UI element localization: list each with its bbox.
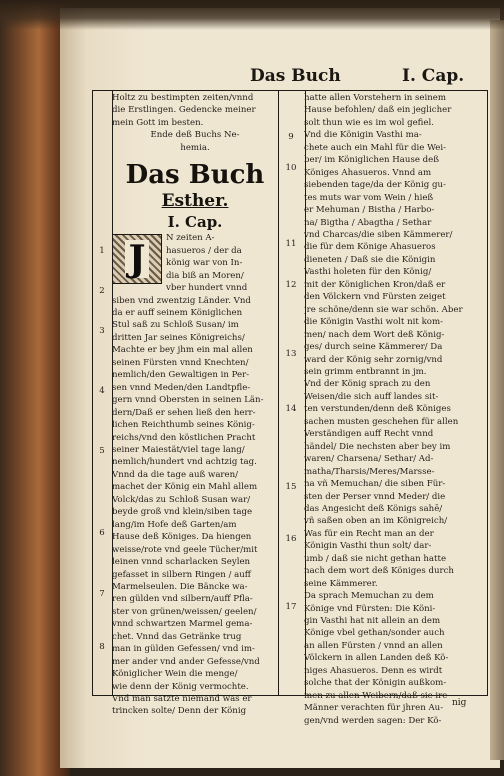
text-line: hasueros / der da bbox=[166, 245, 242, 256]
text-line: seinen Fürsten vnnd Knechten/ bbox=[112, 357, 249, 368]
text-line: Hause deß Königes. Da hiengen bbox=[112, 532, 252, 543]
text-line: gefasset in silbern Ringen / auff bbox=[112, 569, 251, 580]
text-line: lang/im Hofe deß Garten/am bbox=[112, 519, 237, 530]
text-line: nemlich/hundert vnd achtzig tag. bbox=[112, 457, 257, 468]
verse-number: 3 bbox=[99, 326, 105, 336]
text-line: leinen vnnd scharlacken Seylen bbox=[112, 557, 251, 568]
text-line: wie denn der König vermochte. bbox=[112, 681, 249, 692]
text-line: waren/ Charsena/ Sethar/ Ad- bbox=[304, 454, 434, 465]
text-line: siebenden tage/da der König gu- bbox=[304, 180, 446, 191]
text-line: beyde groß vnd klein/siben tage bbox=[112, 507, 253, 518]
text-line: N zeiten A- bbox=[166, 233, 215, 244]
text-line: men/ nach dem Wort deß König- bbox=[304, 329, 445, 340]
running-title: Das Buch bbox=[250, 66, 341, 86]
text-line: machet der König ein Mahl allem bbox=[112, 482, 258, 493]
text-line: ster von grünen/weissen/ geelen/ bbox=[112, 606, 257, 617]
text-line: er Mehuman / Bistha / Harbo- bbox=[304, 205, 435, 216]
text-line: dritten Jar seines Königreichs/ bbox=[112, 332, 245, 343]
text-line: Männer verachten für jhren Au- bbox=[304, 703, 444, 714]
left-column bbox=[112, 92, 278, 718]
text-line: vber hundert vnnd bbox=[166, 283, 248, 294]
text-line: da er auff seinem Königlichen bbox=[112, 307, 243, 318]
text-line: dia biß an Moren/ bbox=[166, 270, 244, 281]
text-line: mer ander vnd ander Gefesse/vnd bbox=[112, 656, 260, 667]
book-subtitle: Esther. bbox=[161, 191, 229, 212]
text-line: ten verstunden/denn deß Königes bbox=[304, 404, 451, 415]
text-line: Da sprach Memuchan zu dem bbox=[304, 591, 434, 602]
text-line: nach dem wort deß Königes durch bbox=[304, 566, 454, 577]
verse-number: 16 bbox=[285, 534, 297, 544]
text-line: an allen Fürsten / vnnd an allen bbox=[304, 640, 443, 651]
text-line: Königin Vasthi thun solt/ dar- bbox=[304, 541, 432, 552]
verse-number: 15 bbox=[285, 482, 297, 492]
book-title: Das Buch bbox=[125, 160, 265, 191]
text-line: weisse/rote vnd geele Tücher/mit bbox=[112, 544, 258, 555]
text-line: gen/vnd werden sagen: Der Kö- bbox=[304, 715, 442, 726]
catchword: nig bbox=[452, 698, 467, 708]
text-line: die Königin Vasthi wolt nit kom- bbox=[304, 317, 444, 328]
text-line: trincken solte/ Denn der König bbox=[112, 706, 247, 717]
text-line: gern vnnd Obersten in seinen Län- bbox=[112, 395, 264, 406]
text-line: Könige vnd Fürsten: Die Köni- bbox=[304, 603, 436, 614]
text-line: solche that der Königin außkom- bbox=[304, 678, 447, 689]
text-line: Marmelseulen. Die Bäncke wa- bbox=[112, 581, 248, 592]
text-line: sachen musten geschehen für allen bbox=[304, 416, 459, 427]
top-shadow bbox=[0, 0, 504, 30]
verse-number: 8 bbox=[99, 642, 105, 652]
verse-number: 11 bbox=[285, 239, 297, 249]
text-line: ren gülden vnd silbern/auff Pfla- bbox=[112, 594, 253, 605]
verse-number: 1 bbox=[99, 246, 105, 256]
text-line: chet. Vnnd das Getränke trug bbox=[112, 631, 242, 642]
right-column bbox=[304, 92, 486, 727]
end-note: hemia. bbox=[180, 142, 210, 153]
text-line: siben vnd zwentzig Länder. Vnd bbox=[112, 295, 251, 306]
text-line: ward der König sehr zornig/vnd bbox=[304, 354, 443, 365]
text-line: Volck/das zu Schloß Susan war/ bbox=[112, 494, 251, 505]
text-line: Vnd die Königin Vasthi ma- bbox=[304, 130, 422, 141]
text-line: seiner Maiestät/viel tage lang/ bbox=[112, 444, 245, 455]
initial-block bbox=[112, 232, 278, 294]
text-line: men zu allen Weibern/daß sie ire bbox=[304, 690, 448, 701]
text-line: chete auch ein Mahl für die Wei- bbox=[304, 142, 446, 153]
text-line: Königes Ahasueros. Vnnd am bbox=[304, 167, 432, 178]
text-line: vnnd schwartzen Marmel gema- bbox=[112, 619, 253, 630]
text-line: Vnnd da die tage auß waren/ bbox=[112, 469, 239, 480]
text-line: mein Gott im besten. bbox=[112, 117, 204, 128]
text-line: vnd Charcas/die siben Kämmerer/ bbox=[304, 229, 453, 240]
verse-number: 4 bbox=[99, 386, 105, 396]
verse-number: 6 bbox=[99, 528, 105, 538]
header-chapter: I. Cap. bbox=[402, 66, 465, 86]
text-line: Vasthi holeten für den König/ bbox=[304, 267, 432, 278]
text-line: sein grimm entbrannt in jm. bbox=[304, 366, 427, 377]
text-line: ges/ durch seine Kämmerer/ Da bbox=[304, 342, 443, 353]
text-line: dieneten / Daß sie die Königin bbox=[304, 254, 436, 265]
text-line: reichs/vnd den köstlichen Pracht bbox=[112, 432, 256, 443]
end-note: Ende deß Buchs Ne- bbox=[150, 130, 240, 141]
text-line: Königlicher Wein die menge/ bbox=[112, 669, 238, 680]
verse-number: 9 bbox=[288, 132, 294, 142]
text-line: nemlich/den Gewaltigen in Per- bbox=[112, 370, 250, 381]
text-line: den Völckern vnd Fürsten zeiget bbox=[304, 292, 446, 303]
text-line: vñ saßen oben an im Königreich/ bbox=[304, 516, 448, 527]
text-line: jre schöne/denn sie war schön. Aber bbox=[304, 304, 463, 315]
text-line: man in gülden Gefessen/ vnd im- bbox=[112, 644, 255, 655]
verse-number: 5 bbox=[99, 446, 105, 456]
text-line: na/ Bigtha / Abagtha / Sethar bbox=[304, 217, 432, 228]
text-line: Machte er bey jhm ein mal allen bbox=[112, 345, 253, 356]
text-line: sen vnnd Meden/den Landtpfle- bbox=[112, 382, 251, 393]
left-body bbox=[112, 295, 278, 718]
text-line: hatte allen Vorstehern in seinem bbox=[304, 93, 447, 103]
verse-number: 10 bbox=[285, 163, 297, 173]
text-line: sten der Perser vnnd Meder/ die bbox=[304, 491, 446, 502]
text-line: seine Kämmerer. bbox=[304, 578, 378, 589]
text-line: gin Vasthi hat nit allein an dem bbox=[304, 616, 441, 627]
text-line: könig war von In- bbox=[166, 258, 243, 269]
text-line: die für dem Könige Ahasueros bbox=[304, 242, 436, 253]
text-line: Holtz zu bestimpten zeiten/vnnd bbox=[112, 93, 254, 103]
text-line: matha/Tharsis/Meres/Marsse- bbox=[304, 466, 435, 477]
verse-number: 13 bbox=[285, 349, 297, 359]
text-line: das Angesicht deß Königs sahē/ bbox=[304, 503, 443, 514]
text-line: tes muts war vom Wein / hieß bbox=[304, 192, 434, 203]
text-line: Völckern in allen Landen deß Kö- bbox=[304, 653, 449, 664]
text-line: Stul saß zu Schloß Susan/ im bbox=[112, 320, 239, 331]
verse-number: 12 bbox=[285, 280, 297, 290]
verse-number: 14 bbox=[285, 404, 297, 414]
text-line: niges Ahasueros. Denn es wirdt bbox=[304, 665, 443, 676]
right-body bbox=[304, 92, 486, 727]
text-line: Vnd man satzte niemand was er bbox=[112, 694, 252, 705]
verse-number: 2 bbox=[99, 286, 105, 296]
printed-page bbox=[92, 62, 488, 726]
text-line: mit der Königlichen Kron/daß er bbox=[304, 279, 446, 290]
chapter-heading: I. Cap. bbox=[167, 213, 223, 232]
decorated-initial bbox=[112, 234, 162, 284]
drop-cap-letter: J bbox=[125, 240, 148, 278]
text-line: Könige vbel gethan/sonder auch bbox=[304, 628, 445, 639]
verse-number: 17 bbox=[285, 602, 297, 612]
text-line: Was für ein Recht man an der bbox=[304, 528, 434, 539]
page-header bbox=[92, 62, 488, 91]
text-line: umb / daß sie nicht gethan hatte bbox=[304, 553, 447, 564]
text-line: na vñ Memuchan/ die siben Für- bbox=[304, 479, 446, 490]
text-line: ber/ im Königlichen Hause deß bbox=[304, 155, 440, 166]
text-line: die Erstlingen. Gedencke meiner bbox=[112, 105, 256, 116]
text-line: Vnd der König sprach zu den bbox=[304, 379, 431, 390]
verse-number: 7 bbox=[99, 589, 105, 599]
text-line: händel/ Die nechsten aber bey im bbox=[304, 441, 451, 452]
text-line: dern/Daß er sehen ließ den herr- bbox=[112, 407, 256, 418]
text-line: solt thun wie es im wol gefiel. bbox=[304, 117, 434, 128]
page-edge-right bbox=[490, 20, 504, 760]
text-line: Verständigen auff Recht vnnd bbox=[304, 429, 434, 440]
text-line: Weisen/die sich auff landes sit- bbox=[304, 391, 439, 402]
text-line: Hause befohlen/ daß ein jeglicher bbox=[304, 105, 452, 116]
text-line: lichen Reichthumb seines König- bbox=[112, 420, 255, 431]
